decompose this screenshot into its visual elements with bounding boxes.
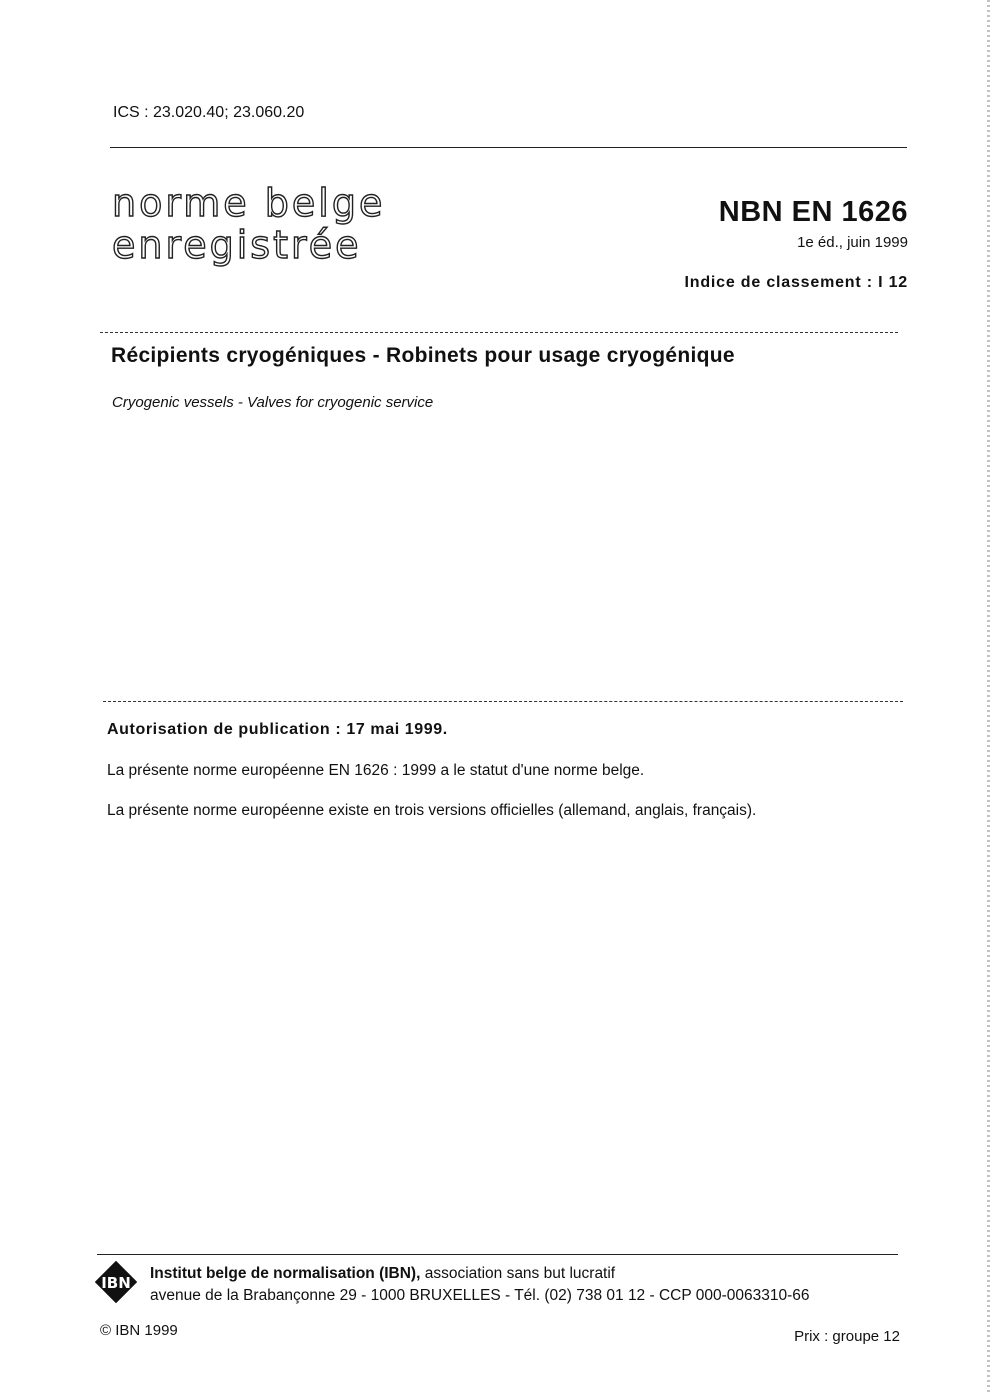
scan-margin-edge <box>987 0 990 1395</box>
ibn-logo-icon <box>94 1260 138 1304</box>
publication-authorisation: Autorisation de publication : 17 mai 1999. <box>107 721 448 738</box>
body-top-rule <box>103 701 903 702</box>
copyright: © IBN 1999 <box>100 1322 178 1339</box>
edition-date: 1e éd., juin 1999 <box>797 234 908 251</box>
footer-rule <box>97 1254 898 1255</box>
institute-address: avenue de la Brabançonne 29 - 1000 BRUXELLES - Tél. (02) 738 01 12 - CCP 000-0063310-66 <box>150 1287 810 1304</box>
brand-line-2: enregistrée <box>112 223 362 267</box>
price-group: Prix : groupe 12 <box>794 1328 900 1345</box>
ics-codes: ICS : 23.020.40; 23.060.20 <box>113 104 305 121</box>
versions-statement: La présente norme européenne existe en trois versions officielles (allemand, anglais, français). <box>107 802 757 819</box>
standard-number: NBN EN 1626 <box>718 196 908 228</box>
institute-name-bold: Institut belge de normalisation (IBN), <box>150 1265 421 1282</box>
classification-index: Indice de classement : I 12 <box>684 274 908 291</box>
ibn-logo-text: IBN <box>101 1274 131 1292</box>
status-statement: La présente norme européenne EN 1626 : 1999 a le statut d'une norme belge. <box>107 762 645 779</box>
institute-name <box>150 1265 615 1283</box>
brand-line-1: norme belge <box>112 181 386 225</box>
title-top-rule <box>100 332 898 333</box>
institute-type: association sans but lucratif <box>420 1265 616 1282</box>
title-french: Récipients cryogéniques - Robinets pour usage cryogénique <box>111 344 735 367</box>
title-english: Cryogenic vessels - Valves for cryogenic service <box>112 394 434 411</box>
header-rule <box>110 147 907 148</box>
